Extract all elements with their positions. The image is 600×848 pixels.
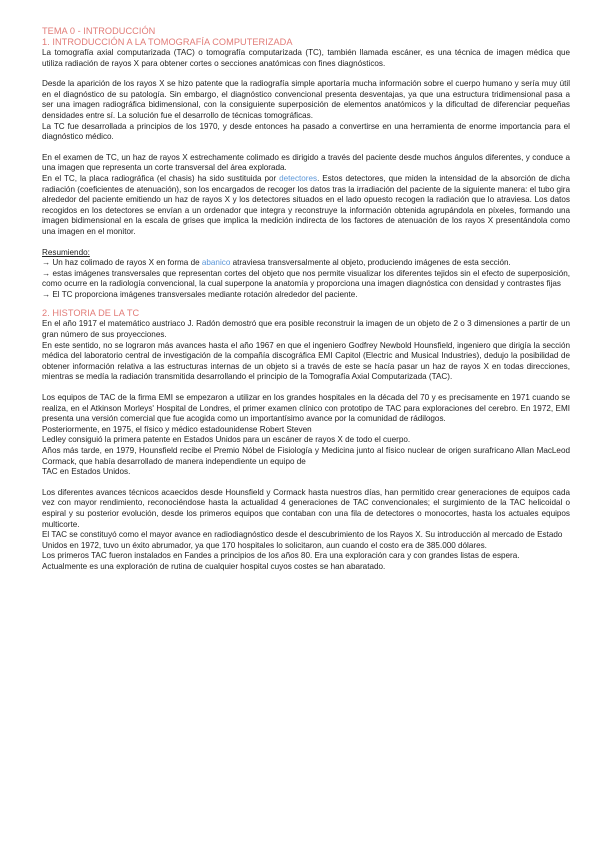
- summary-item-3: → El TC proporciona imágenes transversales mediante rotación alrededor del paciente.: [42, 289, 358, 299]
- section2-heading: 2. HISTORIA DE LA TC: [42, 308, 140, 319]
- section2-paragraph-8: Los primeros TAC fueron instalados en Fandes a principios de los años 80. Era una exploración cara y con grandes listas de espera.: [42, 551, 520, 561]
- abanico-link[interactable]: abanico: [201, 258, 231, 268]
- section2-paragraph-4b: Ledley consiguió la primera patente en Estados Unidos para un escáner de rayos X de todo el cuerpo.: [42, 435, 411, 445]
- section1-heading: 1. INTRODUCCIÓN A LA TOMOGRAFÍA COMPUTERIZADA: [42, 37, 293, 47]
- document-page: [42, 26, 570, 573]
- section2-paragraph-2: En este sentido, no se lograron más avances hasta el año 1967 en que el ingeniero Godfrey Newbold Hounsfield, ingeniero que dirigía la sección médica del laboratorio central de investigación de la compañía discográfica EMI Capitol (Electric and Musical Industries), dedujo la posibilidad de obtener información relativa a las estructuras internas de un objeto si a través de este se hacía pasar un haz de rayos X en todas direcciones, mientras se medía la radiación transmitida desarrollando el principio de la Tomografía Axial Computarizada (TAC).: [42, 340, 570, 382]
- detectores-link[interactable]: detectores: [279, 173, 318, 183]
- summary-1-text-b: atraviesa transversalmente al objeto, produciendo imágenes de esta sección.: [230, 258, 511, 268]
- section2-paragraph-9: Actualmente es una exploración de rutina de cualquier hospital cuyos costes se han abaratado.: [42, 561, 386, 571]
- summary-item-1: [42, 258, 570, 269]
- section2-paragraph-7: Unidos en 1972, tuvo un éxito abrumador, ya que 170 hospitales lo solicitaron, aun cuando el costo era de 385.000 dólares.: [42, 540, 487, 550]
- paragraph-5-text-b: . Estos detectores, que miden la intensidad de la absorción de dicha radiación (coeficientes de atenuación), son los encargados de recoger los datos tras la irradiación del paciente de la siguiente manera: el tubo gira alrededor del paciente emitiendo un haz de rayos X y los detectores situados en el lado opuesto recogen la radiación que lo atraviesa. Los datos recogidos en los detectores se envían a un ordenador que integra y reconstruye la información obtenida agrupándola en píxeles, formando una imagen bidimensional en la escala de grises que implica la medición indirecta de los factores de atenuación de los rayos X presentándola como una imagen en el monitor.: [42, 173, 570, 236]
- section1-paragraph-3: La TC fue desarrollada a principios de los 1970, y desde entonces ha pasado a convertirse en una herramienta de enorme importancia para el diagnóstico médico.: [42, 121, 570, 142]
- section2-paragraph-4d: TAC en Estados Unidos.: [42, 467, 131, 477]
- section2-paragraph-4a: Posteriormente, en 1975, el físico y médico estadounidense Robert Steven: [42, 424, 312, 434]
- section2-paragraph-4c: Años más tarde, en 1979, Hounsfield recibe el Premio Nóbel de Fisiología y Medicina junto al físico nuclear de origen surafricano Allan MacLeod Cormack, que había desarrollado de manera independiente un equipo de: [42, 446, 570, 466]
- section1-paragraph-4: En el examen de TC, un haz de rayos X estrechamente colimado es dirigido a través del paciente desde muchos ángulos diferentes, y conduce a una imagen que representa un corte transversal del área explorada.: [42, 152, 570, 173]
- section1-paragraph-2: Desde la aparición de los rayos X se hizo patente que la radiografía simple aportaría mucha información sobre el cuerpo humano y sería muy útil en el diagnóstico de su patología. Sin embargo, el diagnóstico convencional presenta desventajas, ya que una estructura tridimensional pasa a ser una imagen radiográfica bidimensional, con la consiguiente superposición de elementos anatómicos y la dificultad de diferenciar pequeñas densidades entre sí. La solución fue el desarrollo de técnicas tomográficas.: [42, 79, 570, 120]
- summary-item-2: → estas imágenes transversales que representan cortes del objeto que nos permite visualizar los diferentes tejidos sin el efecto de superposición, como ocurre en la radiología convencional, la cual superpone la anatomía y proporciona una imagen diagnóstica con densidad y contrastes fijas: [42, 268, 570, 289]
- section2-paragraph-5: Los diferentes avances técnicos acaecidos desde Hounsfield y Cormack hasta nuestros días, han permitido crear generaciones de equipos cada vez con mayor rendimiento, reconociéndose hasta la actualidad 4 generaciones de TAC convencionales; el surgimiento de la TAC helicoidal o espiral y su posterior evolución, desde los primeros equipos que contaban con una fila de detectores o monocortes, hasta los actuales equipos multicorte.: [42, 487, 570, 529]
- section2-paragraph-3: Los equipos de TAC de la firma EMI se empezaron a utilizar en los grandes hospitales en la década del 70 y es precisamente en 1971 cuando se realiza, en el Atkinson Morleys' Hospital de Londres, el primer examen clínico con prototipo de TAC para exploraciones del cerebro. En 1972, EMI presenta una versión comercial que fue acogida como un importantísimo avance por la comunidad de rádilogos.: [42, 393, 570, 424]
- section1-paragraph-1: La tomografía axial computarizada (TAC) o tomografía computarizada (TC), también llamada escáner, es una técnica de imagen médica que utiliza radiación de rayos X para obtener cortes o secciones anatómicas con fines diagnósticos.: [42, 48, 570, 68]
- summary-1-text-a: → Un haz colimado de rayos X en forma de: [42, 258, 202, 268]
- summary-label: Resumiendo:: [42, 247, 90, 257]
- section1-paragraph-5: [42, 174, 570, 238]
- page-title: TEMA 0 - INTRODUCCIÓN: [42, 26, 156, 36]
- paragraph-5-text-a: En el TC, la placa radiográfica (el chasis) ha sido sustituida por: [42, 173, 280, 183]
- section2-paragraph-1: En el año 1917 el matemático austriaco J. Radón demostró que era posible reconstruir la imagen de un objeto de 2 o 3 dimensiones a partir de un gran número de sus proyecciones.: [42, 319, 570, 340]
- section2-paragraph-6: El TAC se constituyó como el mayor avance en radiodiagnóstico desde el descubrimiento de los Rayos X. Su introducción al mercado de Estado: [42, 530, 563, 540]
